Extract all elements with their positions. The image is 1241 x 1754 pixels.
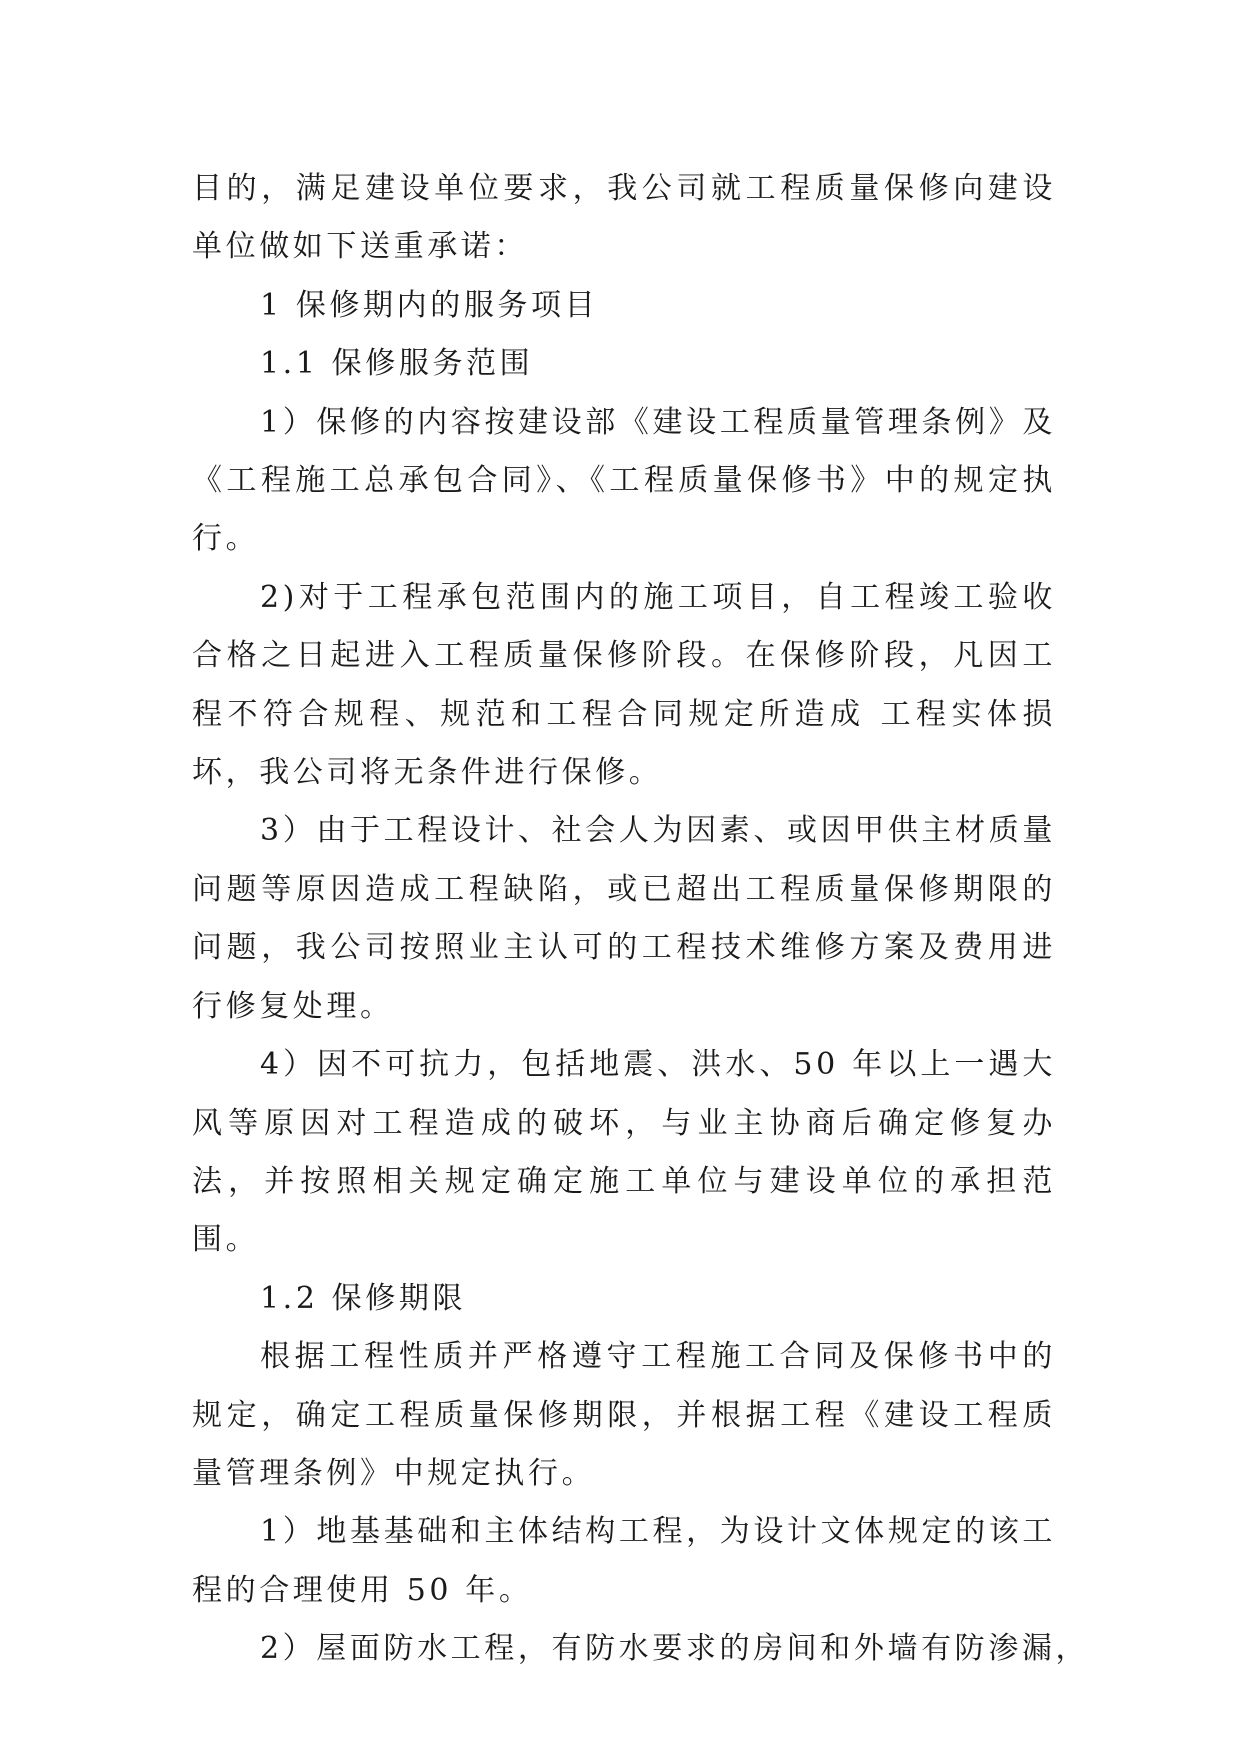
subsection-heading-1-2: 1.2 保修期限 [260,1280,467,1316]
list-item-scope-2: 2)对于工程承包范围内的施工项目，自工程竣工验收合格之日起进入工程质量保修阶段。在保修阶段，凡因工程不符合规程、规范和工程合同规定所造成 工程实体损坏，我公司将无条件进行保修。 [192,579,1056,791]
paragraph-warranty-period: 根据工程性质并严格遵守工程施工合同及保修书中的规定，确定工程质量保修期限，并根据工程《建设工程质量管理条例》中规定执行。 [192,1339,1056,1491]
list-item-period-1: 1）地基基础和主体结构工程，为设计文体规定的该工程的合理使用 50 年。 [192,1514,1056,1608]
list-item-scope-4: 4）因不可抗力，包括地震、洪水、50 年以上一遇大风等原因对工程造成的破坏，与业主协商后确定修复办法，并按照相关规定确定施工单位与建设单位的承担范围。 [192,1047,1056,1258]
subsection-heading-1-1: 1.1 保修服务范围 [260,346,534,382]
list-item-period-2: 2）屋面防水工程，有防水要求的房间和外墙有防渗漏， [260,1631,1090,1667]
list-item-scope-3: 3）由于工程设计、社会人为因素、或因甲供主材质量问题等原因造成工程缺陷，或已超出工程质量保修期限的问题，我公司按照业主认可的工程技术维修方案及费用进行修复处理。 [192,813,1056,1024]
paragraph-continuation: 目的，满足建设单位要求，我公司就工程质量保修向建设单位做如下送重承诺： [192,171,1056,265]
list-item-scope-1: 1）保修的内容按建设部《建设工程质量管理条例》及《工程施工总承包合同》、《工程质量保修书》中的规定执行。 [192,404,1056,557]
document-body [192,160,1090,1679]
section-heading-1: 1 保修期内的服务项目 [260,287,599,323]
